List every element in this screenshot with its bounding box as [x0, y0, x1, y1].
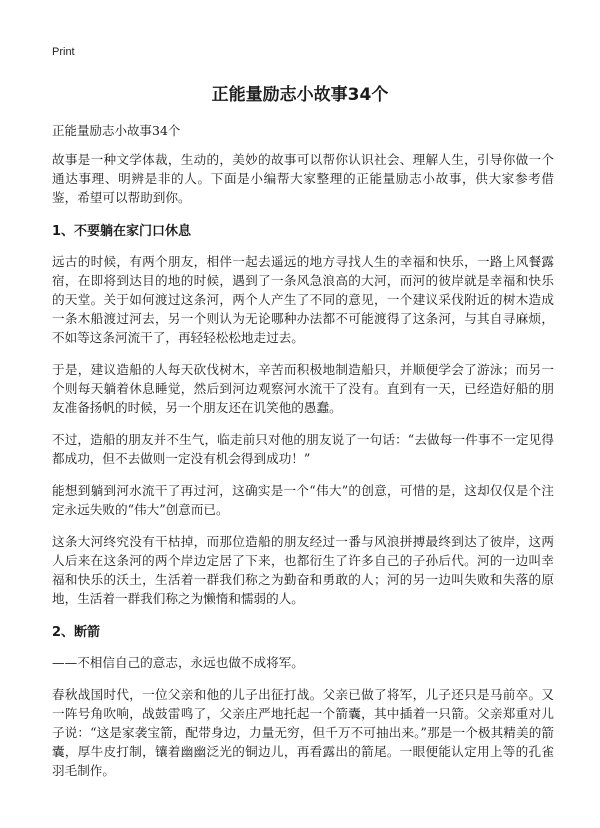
paragraph: 远古的时候，有两个朋友，相伴一起去遥远的地方寻找人生的幸福和快乐，一路上风餐露宿，在即将到达目的地的时候，遇到了一条风急浪高的大河，而河的彼岸就是幸福和快乐的天堂。关于如何渡过这条河，两个人产生了不同的意见，一个建议采伐附近的树木造成一条木船渡过河去，另一个则认为无论哪种办法都不可能渡得了这条河，与其自寻麻烦，不如等这条河流干了，再轻轻松松地走过去。 — [52, 254, 554, 345]
section-heading: 2、断箭 — [52, 625, 101, 640]
paragraph: ——不相信自己的意志，永远也做不成将军。 — [52, 655, 304, 670]
paragraph: 不过，造船的朋友并不生气，临走前只对他的朋友说了一句话：“去做每一件事不一定见得都成功，但不去做则一定没有机会得到成功！” — [52, 432, 554, 466]
article-body — [52, 150, 554, 793]
paragraph: 于是，建议造船的人每天砍伐树木，辛苦而积极地制造船只，并顺便学会了游泳；而另一个则每天躺着休息睡觉，然后到河边观察河水流干了没有。直到有一天，已经造好船的朋友准备扬帆的时候，另一个朋友还在讥笑他的愚蠢。 — [52, 362, 554, 415]
section-heading: 1、不要躺在家门口休息 — [52, 224, 192, 239]
print-link[interactable]: Print — [52, 46, 75, 58]
paragraph: 这条大河终究没有干枯掉，而那位造船的朋友经过一番与风浪拼搏最终到达了彼岸，这两人后来在这条河的两个岸边定居了下来，也都衍生了许多自己的子孙后代。河的一边叫幸福和快乐的沃土，生活着一群我们称之为勤奋和勇敢的人；河的另一边叫失败和失落的原地，生活着一群我们称之为懒惰和懦弱的人。 — [52, 534, 554, 606]
paragraph: 能想到躺到河水流干了再过河，这确实是一个“伟大”的创意，可惜的是，这却仅仅是个注定永远失败的“伟大”创意而已。 — [52, 483, 554, 517]
page-title: 正能量励志小故事34个 — [211, 85, 389, 105]
article-subtitle: 正能量励志小故事34个 — [52, 123, 181, 138]
paragraph: 春秋战国时代，一位父亲和他的儿子出征打战。父亲已做了将军，儿子还只是马前卒。又一阵号角吹响，战鼓雷鸣了，父亲庄严地托起一个箭囊，其中插着一只箭。父亲郑重对儿子说：“这是家袭宝箭，配带身边，力量无穷，但千万不可抽出来。”那是一个极其精美的箭囊，厚牛皮打制，镶着幽幽泛光的铜边儿，再看露出的箭尾。一眼便能认定用上等的孔雀羽毛制作。 — [52, 687, 554, 778]
intro-paragraph: 故事是一种文学体裁，生动的，美妙的故事可以帮你认识社会、理解人生，引导你做一个通达事理、明辨是非的人。下面是小编帮大家整理的正能量励志小故事，供大家参考借鉴，希望可以帮助到你。 — [52, 152, 554, 205]
